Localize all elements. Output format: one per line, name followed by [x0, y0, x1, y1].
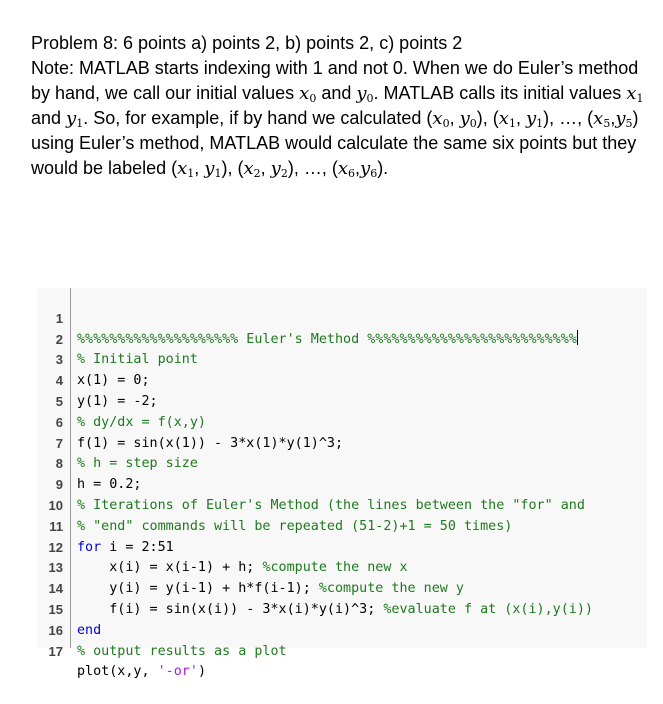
line-number: 10: [48, 497, 63, 513]
problem-statement: [31, 31, 651, 181]
line-number: 7: [55, 435, 63, 451]
code-comment: %compute the new y: [318, 581, 464, 597]
code-comment: % output results as a plot: [77, 643, 287, 659]
matlab-code-editor: [37, 288, 647, 680]
code-text: plot(x,y,: [77, 664, 158, 680]
code-keyword: for: [77, 539, 102, 555]
code-comment: % dy/dx = f(x,y): [77, 414, 206, 430]
line-number: 15: [48, 601, 63, 617]
problem-note: Note: MATLAB starts indexing with 1 and not 0. When we do Euler’s method by hand, we call our initial values $x_0$ and $y_0$. MATLAB calls its initial values $x_1$ and $y_1$. So, for example, if by hand we calculated ($x_0$, $y_0$), ($x_1$, $y_1$), …, $(x_5,y_5)$ using Euler’s method, MATLAB would calculate the same six points but they would be labeled ($x_1$, $y_1$), ($x_2$, $y_2$), …, $(x_6,y_6)$.: [31, 58, 644, 180]
code-text: f(1) = sin(x(1)) - 3*x(1)*y(1)^3;: [77, 435, 344, 451]
code-comment: % Iterations of Euler's Method (the lines between the "for" and: [77, 497, 585, 513]
line-number: 4: [55, 373, 63, 389]
code-text: ): [197, 664, 206, 680]
code-keyword: end: [77, 622, 102, 638]
code-text: x(1) = 0;: [77, 373, 150, 389]
line-number: 16: [48, 622, 63, 638]
line-number: 1: [55, 310, 63, 326]
code-text: x(i) = x(i-1) + h;: [77, 560, 263, 576]
problem-title: Problem 8: 6 points a) points 2, b) points 2, c) points 2: [31, 33, 463, 53]
line-number: 11: [49, 518, 63, 534]
code-comment: %%%%%%%%%%%%%%%%%%%% Euler's Method %%%%%%%%%%%%%%%%%%%%%%%%%%: [77, 331, 577, 347]
code-comment: % "end" commands will be repeated (51-2)+1 = 50 times): [77, 518, 513, 534]
line-number: 5: [55, 393, 63, 409]
code-text: y(i) = y(i-1) + h*f(i-1);: [77, 581, 319, 597]
line-number: 3: [55, 352, 63, 368]
line-number: 14: [48, 581, 63, 597]
code-text: h = 0.2;: [77, 477, 142, 493]
code-text: y(1) = -2;: [77, 393, 158, 409]
code-comment: %compute the new x: [262, 560, 408, 576]
line-number: 9: [55, 477, 63, 493]
line-number: 13: [48, 560, 63, 576]
line-number: 6: [55, 414, 63, 430]
code-text: f(i) = sin(x(i)) - 3*x(i)*y(i)^3;: [77, 601, 384, 617]
line-number: 12: [48, 539, 63, 555]
code-string: '-or': [157, 664, 198, 680]
line-number: 2: [55, 331, 63, 347]
code-line-1: [37, 288, 647, 347]
code-text: i = 2:51: [101, 539, 174, 555]
line-number: 8: [55, 456, 63, 472]
code-comment: % Initial point: [77, 352, 198, 368]
code-comment: %evaluate f at (x(i),y(i)): [383, 601, 593, 617]
line-number: 17: [48, 643, 63, 659]
code-comment: % h = step size: [77, 456, 198, 472]
